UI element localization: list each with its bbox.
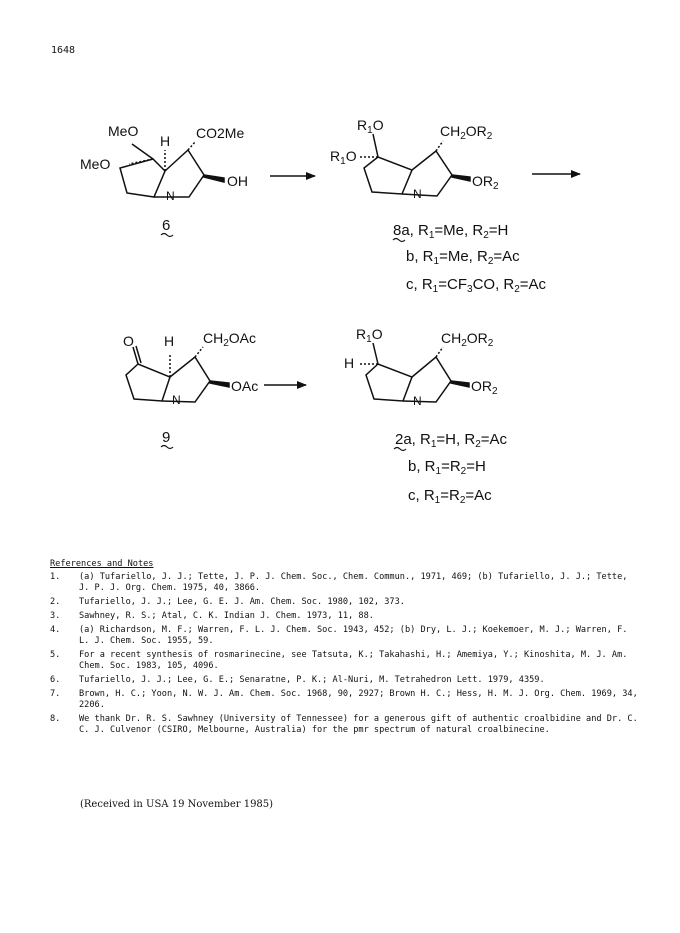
reference-text: Brown, H. C.; Yoon, N. W. J. Am. Chem. Soc. 1968, 90, 2927; Brown H. C.; Hess, H. M. J. Org. Chem. 1969, 34, 2206.	[79, 689, 638, 710]
reference-item	[50, 675, 640, 686]
reference-item	[50, 611, 640, 622]
reference-number: 3.	[50, 611, 61, 621]
reference-text: For a recent synthesis of rosmarinecine, see Tatsuta, K.; Takahashi, H.; Amemiya, Y.; Kinoshita, M. J. Am. Chem. Soc. 1983, 105, 4096.	[79, 650, 628, 671]
c2-n: N	[413, 394, 422, 408]
reference-text: We thank Dr. R. S. Sawhney (University of Tennessee) for a generous gift of authentic croalbidine and Dr. C. C. J. Culvenor (CSIRO, Melbourne, Australia) for the pmr spectrum of natural croalbinecine.	[79, 714, 638, 735]
c9-oac: OAc	[231, 378, 259, 394]
reference-number: 4.	[50, 625, 61, 635]
c6-meo-left: MeO	[80, 156, 111, 172]
reference-text: (a) Richardson, M. F.; Warren, F. L. J. Chem. Soc. 1943, 452; (b) Dry, L. J.; Koekemoer, M. J.; Warren, F. L. J. Chem. Soc. 1955, 59.	[79, 625, 628, 646]
c9-n: N	[172, 393, 181, 407]
reference-number: 1.	[50, 572, 61, 582]
c9-o: O	[123, 333, 134, 349]
reference-item	[50, 572, 640, 594]
reference-text: (a) Tufariello, J. J.; Tette, J. P. J. Chem. Soc., Chem. Commun., 1971, 469; (b) Tufariello, J. J.; Tette, J. P. J. Org. Chem. 1975, 40, 3866.	[79, 572, 628, 593]
c2-caption-a: 2a, $R_1=H$, $R_2=Ac$	[395, 431, 508, 450]
c8-r1o-left: $R_1O$	[330, 148, 357, 167]
c6-meo-top: MeO	[108, 123, 139, 139]
c6-h: H	[160, 133, 171, 149]
received-date: (Received in USA 19 November 1985)	[80, 799, 274, 810]
references-list	[50, 572, 640, 736]
reference-number: 7.	[50, 689, 61, 699]
reference-text: Tufariello, J. J.; Lee, G. E. J. Am. Chem. Soc. 1980, 102, 373.	[79, 597, 405, 607]
c9-h: H	[164, 333, 175, 349]
reference-number: 2.	[50, 597, 61, 607]
c6-ester: CO2Me	[196, 125, 245, 141]
c8-n: N	[413, 187, 422, 201]
c8-ch2or2: $CH_2OR_2$	[440, 123, 493, 142]
c8-caption-a: 8a, $R_1=Me$, $R_2=H$	[393, 222, 509, 241]
reference-item	[50, 650, 640, 672]
references-section	[50, 559, 640, 739]
c2-h: H	[344, 355, 355, 371]
c8-caption-b: b, $R_1=Me$, $R_2=Ac$	[406, 248, 520, 267]
c6-number: 6	[162, 217, 171, 234]
c8-caption-c: c, $R_1=CF_3CO$, $R_2=Ac$	[406, 276, 547, 295]
reference-item	[50, 597, 640, 608]
reference-text: Sawhney, R. S.; Atal, C. K. Indian J. Chem. 1973, 11, 88.	[79, 611, 374, 621]
c9-ch2oac: $CH_2OAc$	[203, 330, 257, 349]
c6-oh: OH	[227, 173, 248, 189]
c8-r1o-top: $R_1O$	[357, 117, 384, 136]
c2-caption-c: c, $R_1=R_2=Ac$	[408, 487, 492, 506]
c9-number: 9	[162, 429, 171, 446]
reference-item	[50, 625, 640, 647]
references-heading: References and Notes	[50, 559, 154, 569]
c2-or2: $OR_2$	[471, 378, 498, 397]
reference-item	[50, 714, 640, 736]
reference-number: 6.	[50, 675, 61, 685]
reference-text: Tufariello, J. J.; Lee, G. E.; Senaratne, P. K.; Al-Nuri, M. Tetrahedron Lett. 1979, 4359.	[79, 675, 545, 685]
page-number: 1648	[51, 45, 76, 56]
reference-number: 5.	[50, 650, 61, 660]
c2-r1o: $R_1O$	[356, 326, 383, 345]
c2-ch2or2: $CH_2OR_2$	[441, 330, 494, 349]
c2-caption-b: b, $R_1=R_2=H$	[408, 458, 486, 477]
c8-or2: $OR_2$	[472, 173, 499, 192]
c6-n: N	[166, 189, 175, 203]
reference-item	[50, 689, 640, 711]
reference-number: 8.	[50, 714, 61, 724]
